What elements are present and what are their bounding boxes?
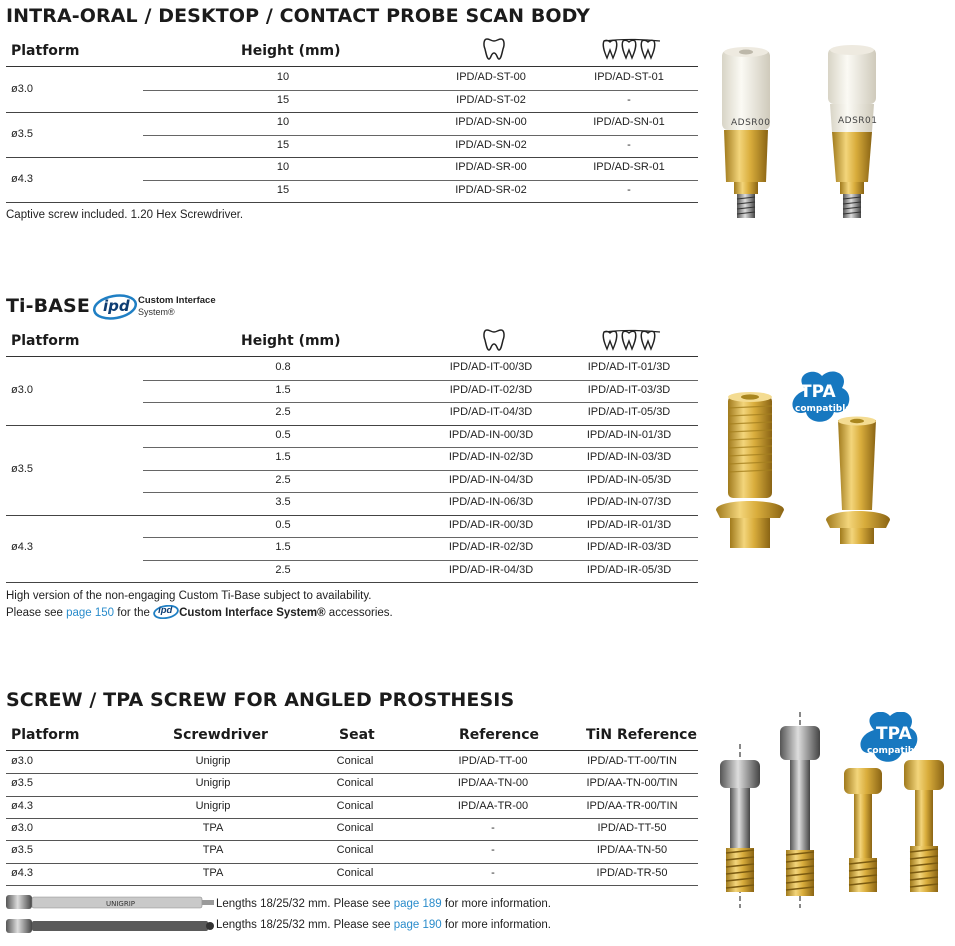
platform-cell: ø3.5	[11, 777, 34, 790]
ipd-logo-caption-1: Custom Interface	[138, 295, 216, 306]
bridge-reference-cell: -	[627, 183, 631, 196]
row-divider	[6, 818, 698, 819]
single-reference-cell: IPD/AD-IN-00/3D	[448, 428, 534, 441]
row-divider	[143, 492, 698, 493]
single-reference-cell: IPD/AD-IR-04/3D	[448, 563, 534, 576]
row-divider	[6, 112, 698, 113]
height-cell: 15	[276, 183, 290, 196]
row-divider	[6, 202, 698, 203]
row-divider	[6, 885, 698, 886]
row-divider	[143, 537, 698, 538]
seat-cell: Conical	[336, 777, 374, 790]
seat-cell: Conical	[336, 821, 374, 834]
bridge-reference-cell: IPD/AD-IN-01/3D	[586, 428, 672, 441]
height-cell: 15	[276, 138, 290, 151]
single-reference-cell: IPD/AD-IN-04/3D	[448, 473, 534, 486]
row-divider	[143, 470, 698, 471]
height-cell: 1.5	[275, 451, 291, 463]
ipd-small-logo-text: ipd	[158, 605, 173, 616]
height-cell: 0.5	[275, 428, 291, 441]
screwdriver-cell: TPA	[202, 866, 224, 879]
platform-cell: ø4.3	[11, 799, 34, 812]
screwdriver-cell: Unigrip	[195, 777, 231, 790]
single-reference-cell: IPD/AD-SR-02	[455, 183, 527, 196]
screw-header-platform: Platform	[11, 727, 80, 743]
height-cell: 2.5	[275, 406, 291, 418]
bridge-reference-cell: IPD/AD-IT-03/3D	[587, 383, 671, 396]
height-cell: 10	[276, 161, 290, 173]
scan-body-label-1: ADSR00	[731, 118, 771, 128]
tool-note-2-post: for more information.	[441, 919, 551, 931]
scan-header-platform: Platform	[11, 43, 80, 59]
platform-cell: ø3.0	[11, 821, 34, 834]
platform-cell: ø4.3	[11, 866, 34, 879]
single-reference-cell: IPD/AD-IR-02/3D	[448, 541, 534, 553]
single-reference-cell: IPD/AD-SR-00	[455, 161, 527, 173]
screw-section-title: SCREW / TPA SCREW FOR ANGLED PROSTHESIS	[6, 689, 515, 711]
bridge-reference-cell: IPD/AD-IR-01/3D	[586, 518, 672, 531]
screw-header-screwdriver: Screwdriver	[173, 727, 268, 743]
row-divider	[143, 402, 698, 403]
row-divider	[6, 840, 698, 841]
tin-reference-cell: IPD/AA-TN-00/TIN	[586, 777, 678, 790]
tool-note-1	[216, 898, 551, 910]
screw-header-seat: Seat	[339, 727, 375, 743]
height-cell: 1.5	[275, 541, 291, 553]
tool-note-1-post: for more information.	[441, 898, 551, 910]
bridge-reference-cell: -	[627, 93, 631, 106]
tibase-note-2-mid: for the	[114, 607, 154, 619]
bridge-reference-cell: -	[627, 138, 631, 151]
single-reference-cell: IPD/AD-IN-02/3D	[448, 451, 534, 463]
reference-cell: -	[491, 844, 495, 857]
tool-note-2-pre: Lengths 18/25/32 mm. Please see	[216, 919, 394, 931]
tibase-badge-small: compatible	[795, 404, 852, 414]
reference-cell: IPD/AA-TR-00	[457, 799, 529, 812]
row-divider	[6, 425, 698, 426]
screwdriver-cell: Unigrip	[195, 755, 231, 767]
single-reference-cell: IPD/AD-SN-00	[455, 116, 527, 128]
tibase-header-height: Height (mm)	[241, 333, 341, 349]
bridge-reference-cell: IPD/AD-IN-07/3D	[586, 496, 672, 508]
single-reference-cell: IPD/AD-SN-02	[455, 138, 527, 151]
screw-header-tin-reference: TiN Reference	[586, 727, 697, 743]
single-reference-cell: IPD/AD-ST-02	[456, 93, 526, 106]
seat-cell: Conical	[336, 866, 374, 879]
bridge-reference-cell: IPD/AD-IR-05/3D	[586, 563, 672, 576]
tibase-header-platform: Platform	[11, 333, 80, 349]
platform-cell: ø3.0	[11, 755, 34, 767]
row-divider	[143, 135, 698, 136]
row-divider	[6, 515, 698, 516]
single-tooth-icon	[482, 327, 506, 353]
bridge-reference-cell: IPD/AD-IT-05/3D	[587, 406, 671, 418]
bridge-reference-cell: IPD/AD-IN-03/3D	[586, 451, 672, 463]
single-reference-cell: IPD/AD-IT-00/3D	[449, 361, 533, 373]
screw-badge-big: TPA	[876, 724, 912, 744]
tin-reference-cell: IPD/AA-TN-50	[596, 844, 668, 857]
tibase-note-1: High version of the non-engaging Custom Ti-Base subject to availability.	[6, 590, 372, 602]
height-cell: 0.8	[275, 361, 291, 373]
page-189-link[interactable]: page 189	[393, 898, 442, 910]
custom-interface-bold: Custom Interface System®	[179, 607, 326, 619]
bridge-reference-cell: IPD/AD-IN-05/3D	[586, 473, 672, 486]
seat-cell: Conical	[336, 799, 374, 812]
platform-label: ø3.0	[11, 82, 34, 95]
scan-body-label-2: ADSR01	[838, 116, 878, 126]
height-cell: 10	[276, 71, 290, 83]
tibase-note-2	[6, 605, 393, 619]
tin-reference-cell: IPD/AD-TR-50	[596, 866, 668, 879]
bridge-reference-cell: IPD/AD-IR-03/3D	[586, 541, 672, 553]
single-reference-cell: IPD/AD-IR-00/3D	[448, 518, 534, 531]
height-cell: 0.5	[275, 518, 291, 531]
platform-label: ø4.3	[11, 541, 34, 554]
row-divider	[6, 773, 698, 774]
tibase-note-2-pre: Please see	[6, 607, 67, 619]
tin-reference-cell: IPD/AD-TT-00/TIN	[587, 755, 677, 767]
tibase-badge-big: TPA	[800, 382, 836, 402]
tibase-section-title: Ti-BASE	[6, 295, 90, 317]
tool-note-1-pre: Lengths 18/25/32 mm. Please see	[216, 898, 394, 910]
row-divider	[6, 582, 698, 583]
single-reference-cell: IPD/AD-IT-02/3D	[449, 383, 533, 396]
bridge-reference-cell: IPD/AD-IT-01/3D	[587, 361, 671, 373]
platform-cell: ø3.5	[11, 844, 34, 857]
page-150-link[interactable]: page 150	[66, 607, 115, 619]
row-divider	[143, 447, 698, 448]
page-190-link[interactable]: page 190	[393, 919, 442, 931]
height-cell: 2.5	[275, 473, 291, 486]
screw-badge-small: compatible	[867, 746, 924, 756]
row-divider	[143, 380, 698, 381]
screw-images	[708, 712, 953, 912]
height-cell: 3.5	[275, 496, 291, 508]
bridge-teeth-icon	[601, 327, 663, 353]
screw-header-reference: Reference	[459, 727, 540, 743]
height-cell: 1.5	[275, 383, 291, 396]
height-cell: 10	[276, 116, 290, 128]
row-divider	[6, 157, 698, 158]
single-reference-cell: IPD/AD-IT-04/3D	[449, 406, 533, 418]
tin-reference-cell: IPD/AD-TT-50	[597, 821, 667, 834]
row-divider	[143, 560, 698, 561]
platform-label: ø3.5	[11, 462, 34, 475]
screwdriver-cell: TPA	[202, 844, 224, 857]
ipd-logo-caption-2: System®	[138, 307, 175, 317]
height-cell: 15	[276, 93, 290, 106]
single-reference-cell: IPD/AD-ST-00	[456, 71, 526, 83]
seat-cell: Conical	[336, 844, 374, 857]
reference-cell: -	[491, 866, 495, 879]
row-divider	[143, 90, 698, 91]
reference-cell: IPD/AA-TN-00	[457, 777, 529, 790]
bridge-teeth-icon	[601, 36, 663, 62]
screwdriver-cell: TPA	[202, 821, 224, 834]
platform-label: ø3.0	[11, 383, 34, 396]
row-divider	[6, 863, 698, 864]
row-divider	[6, 796, 698, 797]
scan-note: Captive screw included. 1.20 Hex Screwdriver.	[6, 209, 244, 221]
scan-section-title: INTRA-ORAL / DESKTOP / CONTACT PROBE SCAN BODY	[6, 5, 590, 27]
bridge-reference-cell: IPD/AD-SN-01	[593, 116, 665, 128]
height-cell: 2.5	[275, 563, 291, 576]
single-tooth-icon	[482, 36, 506, 62]
row-divider	[143, 180, 698, 181]
scan-body-images	[716, 42, 926, 224]
ipd-logo-text: ipd	[103, 297, 130, 315]
platform-label: ø3.5	[11, 127, 34, 140]
bridge-reference-cell: IPD/AD-ST-01	[594, 71, 664, 83]
reference-cell: IPD/AD-TT-00	[458, 755, 528, 767]
tin-reference-cell: IPD/AA-TR-00/TIN	[586, 799, 678, 812]
platform-label: ø4.3	[11, 172, 34, 185]
reference-cell: -	[491, 821, 495, 834]
unigrip-label: UNIGRIP	[106, 900, 135, 908]
seat-cell: Conical	[336, 755, 374, 767]
single-reference-cell: IPD/AD-IN-06/3D	[448, 496, 534, 508]
tool-note-2	[216, 919, 551, 931]
ipd-small-logo	[153, 605, 179, 619]
tibase-note-2-post: accessories.	[325, 607, 393, 619]
screwdriver-cell: Unigrip	[195, 799, 231, 812]
scan-header-height: Height (mm)	[241, 43, 341, 59]
bridge-reference-cell: IPD/AD-SR-01	[593, 161, 665, 173]
